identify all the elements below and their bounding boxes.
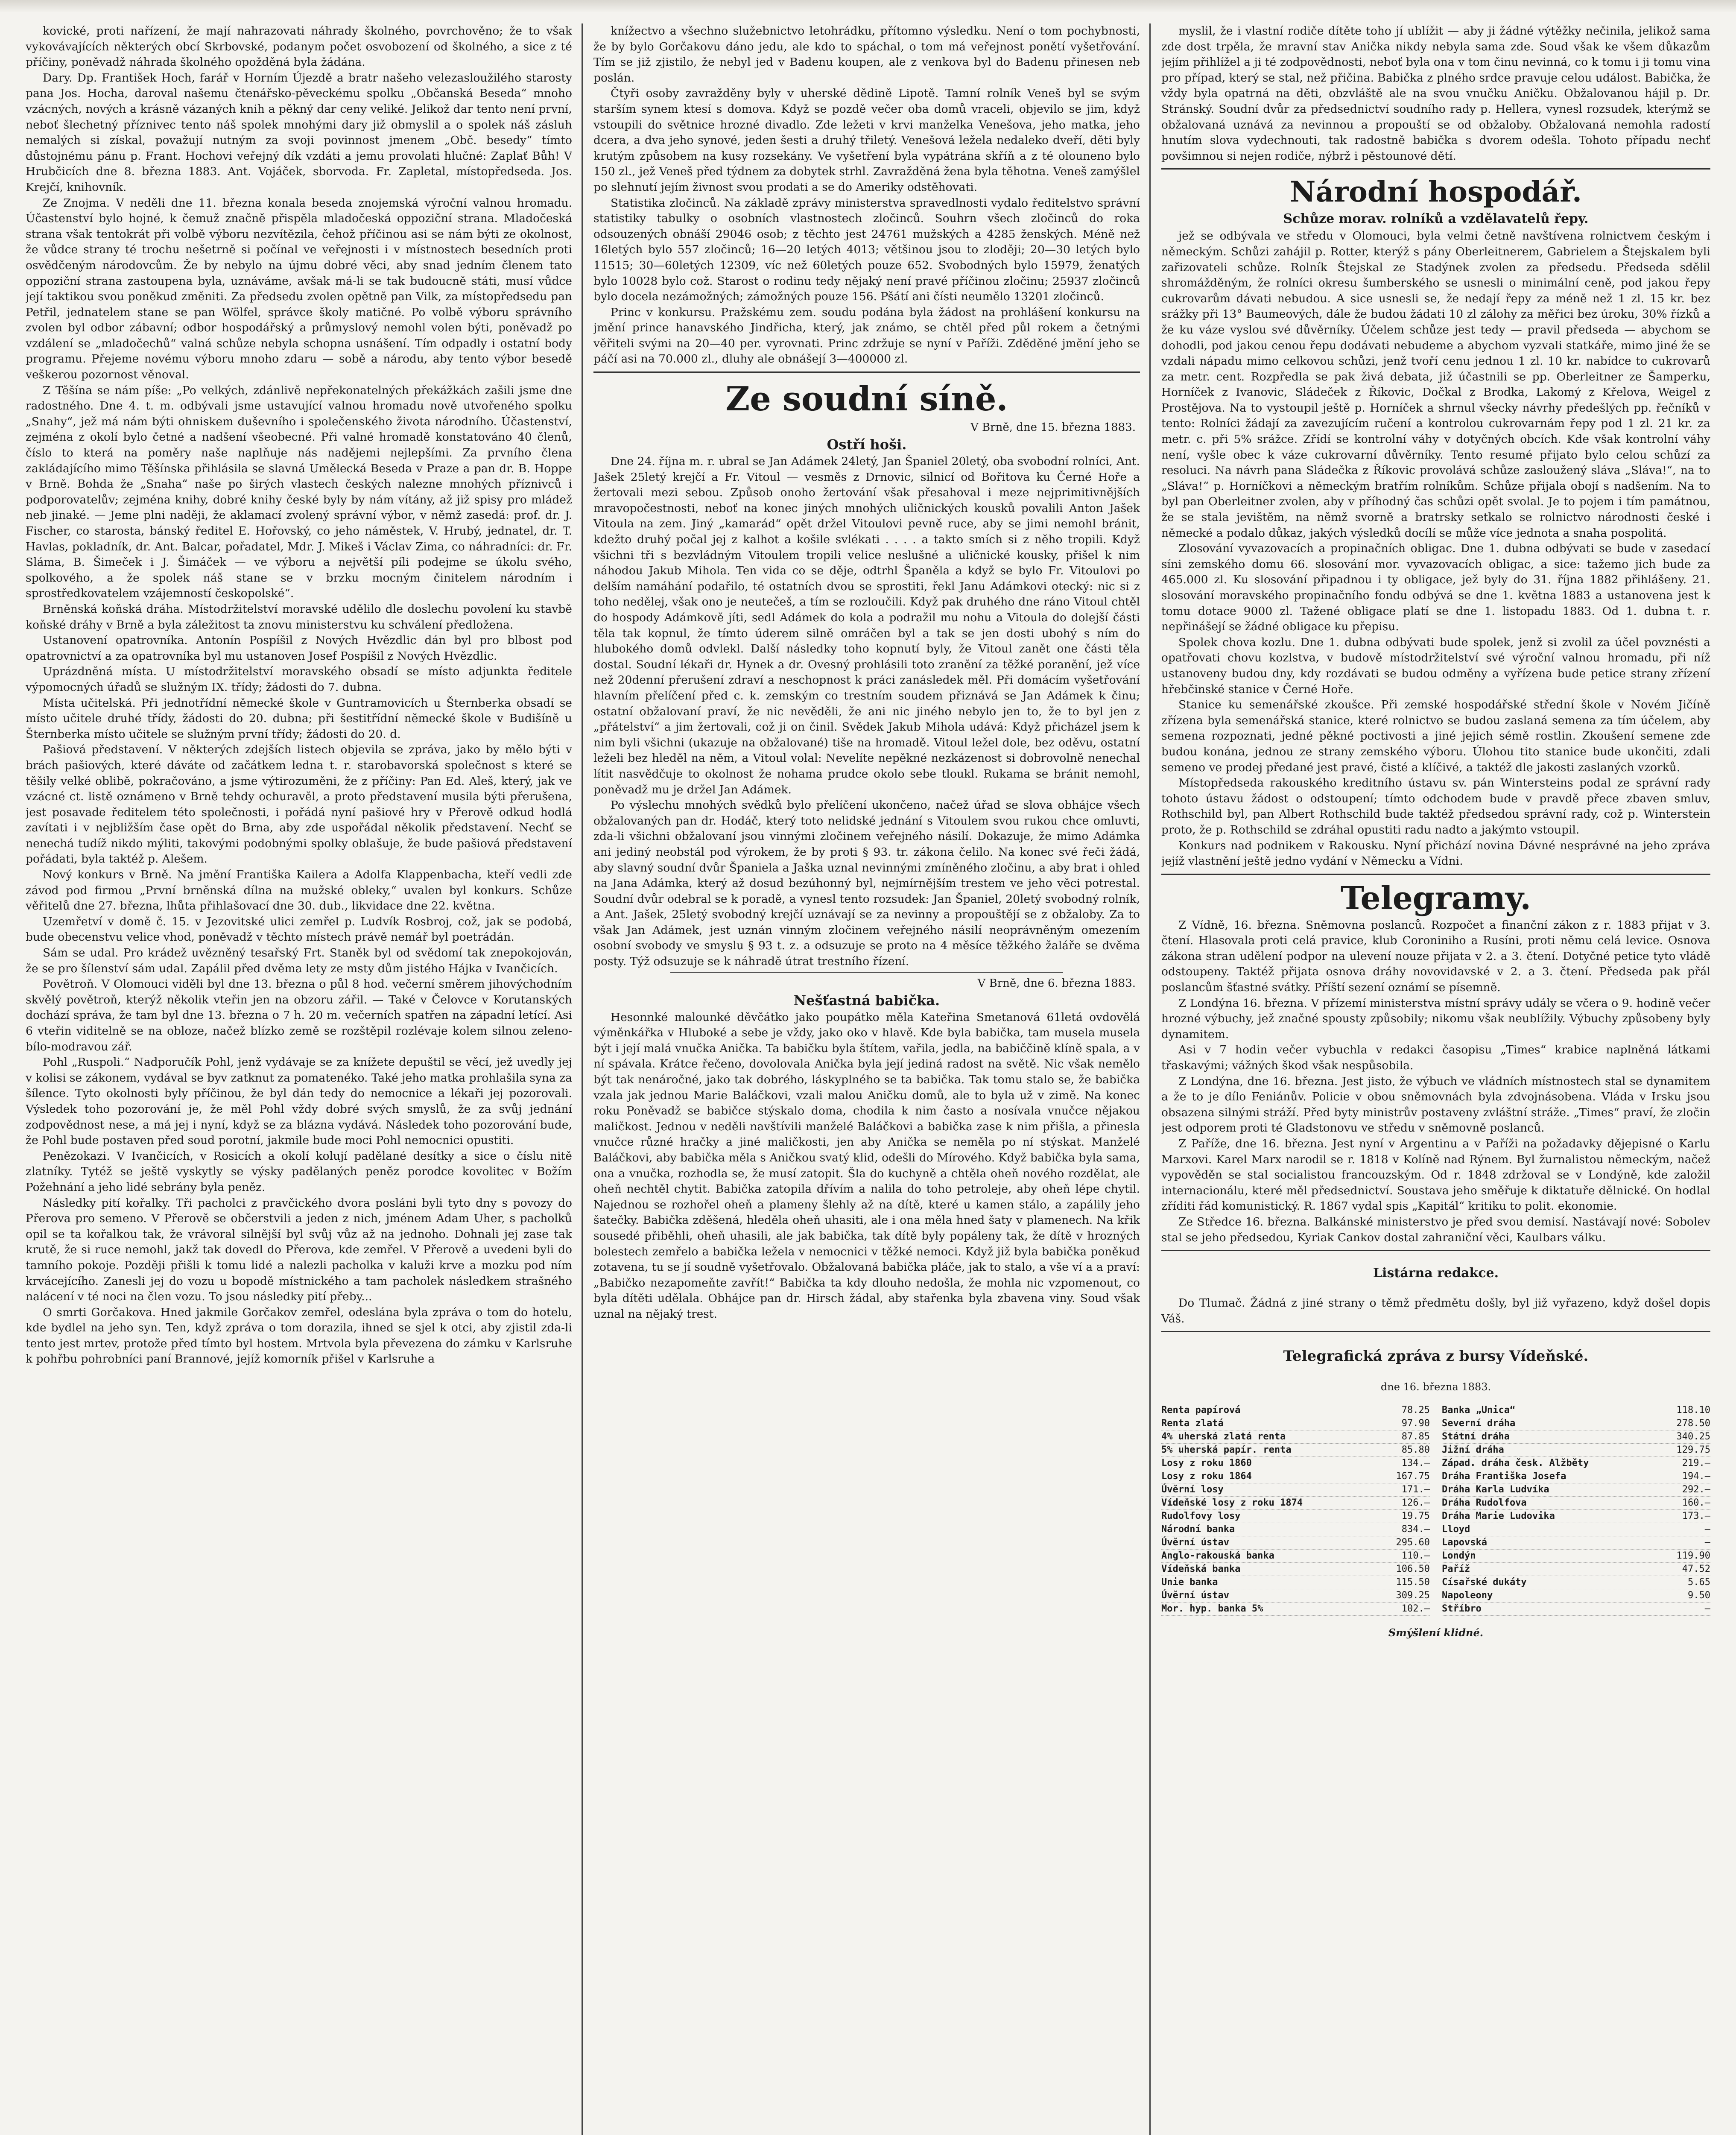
bourse-row — [1442, 1589, 1710, 1603]
bourse-label: Rudolfovy losy — [1161, 1511, 1241, 1522]
bourse-value: 47.52 — [1682, 1564, 1710, 1575]
bourse-row — [1442, 1523, 1710, 1536]
article-paragraph: Místa učitelská. Při jednotřídní německé škole v Guntramovicích u Šternberka obsadí se místo učitele druhé třídy, žádosti do 20. dubna; při šestitřídní německé škole v Budišíně u Šternberka místo učitele se služným první třídy; žádosti do 20. d. — [26, 696, 572, 741]
bourse-row — [1161, 1470, 1430, 1483]
bourse-value: — — [1704, 1603, 1710, 1614]
article-paragraph: kovické, proti nařízení, že mají nahrazovati náhrady školného, povrchověno; že to však vykovávajících některých obcí Skrbovské, podanym počet osvobození od školného, a sice z té příčiny, poněvadž náhrada školného opožděná byla žádána. — [26, 24, 572, 69]
article-paragraph: Dne 24. října m. r. ubral se Jan Adámek 24letý, Jan Španiel 20letý, oba svobodní rolníci, Ant. Jašek 25letý krejčí a Fr. Vitoul — vesměs z Drnovic, silnicí od Bořitova ku Černé Hoře a žertovali mezi sebou. Způsob onoho žertování však přesahoval i meze nejprimitivnějších mravopočestnosti, neboť na konec jiných mnohých uličnických kousků povalili Anton Jašek Vitoula na zem. Jiný „kamarád“ opět držel Vitoulovi pevně ruce, aby se jimi nemohl bránit, kdežto druhý počal jej z kalhot a košile svlékati . . . . a takto smích si z něho tropili. Když všichni tři s bezvládným Vitoulem tropili velice neslušné a uličnické kousky, přišel k nim náhodou Jakub Mihola. Ten vida co se děje, odtrhl Španěla a když se bylo Fr. Vitoulovi po delším namáhání podařilo, té ostatních dvou se sprostiti, řekl Janu Adámkovi otecký: nic si z toho nedělej, však ono je neutečeš, a tím se rozloučili. Když pak druhého dne ráno Vitoul chtěl do hospody Adámkově jíti, sedl Adámek do kola a podražil mu nohu a Vitoula do dolejší části těla tak kopnul, že tímto úderem silně omráčen byl a tak se jen dosti ubohý s ním do hlubokého domů odvlekl. Další následky toho kopnutí byly, že Vitoul zanět one části těla dostal. Soudní lékaři dr. Hynek a dr. Ovesný prohlásili toto zranění za těžké poranění, jež více než 20denní přerušení zdraví a neschopnost k práci zanásledek měl. Při domácím vyšetřování hlavním přelíčení před c. k. zemským co trestním soudem přiznává se Jan Adámek k činu; ostatní obžalovaní praví, že nic nevěděli, že ani nic jiného nebylo jen to, že to byl jen z „přátelství“ a jim žertovali, což ji on činil. Svědek Jakub Mihola udává: Když přicházel jsem k nim byli všichni (ukazuje na obžalované) tiše na hromadě. Vitoul ležel dole, bez oděvu, ostatní leželi bez hleděl na něm, a Vitoul volal: Nevelíte nepěkné nezkázenost si dobrovolně nenechal lítit nasvědčuje to okolnost že nohama prudce okolo sebe tloukl. Rukama se bránit nemohl, poněvadž mu je držel Jan Adámek. — [593, 455, 1140, 796]
bourse-row — [1442, 1603, 1710, 1616]
bourse-row — [1161, 1430, 1430, 1444]
bourse-table — [1161, 1404, 1710, 1616]
article-paragraph: O smrti Gorčakova. Hned jakmile Gorčakov zemřel, odeslána byla zpráva o tom do hotelu, kde bydlel na jeho syn. Ten, když zpráva o tom dorazila, ihned se sjel k otci, aby zjistil zda-li tento jest mrtev, protože před tímto byl hostem. Mrtvola byla převezena do zámku v Karlsruhe k pohřbu pohrobníci paní Brannové, jejíž komorník přišel v Karlsruhe a — [26, 1305, 572, 1366]
article-paragraph: Místopředseda rakouského kreditního ústavu sv. pán Wintersteins podal ze správní rady tohoto ústavu žádost o odstoupení; tímto odchodem bude v pravdě přece zbaven smluv, Rothschild byl, pan Albert Rothschild bude taktéž předsedou správní rady, což p. Winterstein proto, že p. Rothschild se zdráhal opustiti radu nadto a jakýmto vstoupil. — [1161, 776, 1710, 836]
bourse-value: 5.65 — [1688, 1577, 1710, 1588]
bourse-label: Renta zlatá — [1161, 1418, 1224, 1429]
bourse-row — [1442, 1404, 1710, 1417]
bourse-row — [1442, 1417, 1710, 1430]
editors-note-text: Do Tlumač. Žádná z jiné strany o těmž předmětu došly, byl již vyřazeno, když došel dopis Váš. — [1161, 1296, 1710, 1325]
economy-section-title: Národní hospodář. — [1289, 175, 1582, 209]
bourse-row — [1442, 1457, 1710, 1470]
bourse-row — [1161, 1457, 1430, 1470]
bourse-row — [1161, 1576, 1430, 1589]
bourse-value: 119.90 — [1676, 1550, 1710, 1562]
bourse-value: 295.60 — [1396, 1537, 1430, 1548]
bourse-value: 118.10 — [1676, 1405, 1710, 1416]
article-paragraph: Pohl „Ruspoli.“ Nadporučík Pohl, jenž vydávaje se za knížete depuštil se věcí, jež uvedly jej v kolisi se zákonem, vydával se byv zatknut za pomatenéko. Také jeho matka prohlašila syna za šílence. Tyto okolnosti byly příčinou, že byl dán tedy do nemocnice a lékaři jej pozorovali. Výsledek toho pozorování je, že měl Pohl vždy dobré svých smyslů, že za svůj jednání zodpovědnost nese, a má jej i nyní, když se za blázna vydává. Následek toho pozorování bude, že Pohl bude postaven před soud porotní, jakmile bude moci Pohl nemocnici opustiti. — [26, 1056, 572, 1147]
bourse-label: Národní banka — [1161, 1524, 1235, 1535]
section-divider — [1161, 1250, 1710, 1251]
bourse-value: 87.85 — [1401, 1431, 1430, 1442]
bourse-value: 340.25 — [1676, 1431, 1710, 1442]
article-paragraph: Spolek chova kozlu. Dne 1. dubna odbývati bude spolek, jenž si zvolil za účel povznésti a opatřovati chovu kozlstva, v budově místodržitelství své výroční valnou hromadu, při níž ustanoveny budou dny, kdy rozdávati se budou odměny a vyřízena bude petice strany zřízení hřebčinské stanice v Černé Hoře. — [1161, 635, 1710, 696]
column-middle — [593, 23, 1140, 2135]
article-paragraph: Pašiová představení. V některých zdejších listech objevila se zpráva, jako by mělo býti v brách pašiových, které dáváte od začátkem ledna t. r. starobavorská společnost s které se těšily velké oblibě, pokračováno, a jsme výtirozuměni, že z příčiny: Pan Ed. Aleš, který, jak ve vzácné ct. listě oznámeno v Brně tehdy ochuravěl, a proto představení musila býti přerušena, jest posavade ředitelem této společnosti, i pořádá nyní pašiové hry v Přerově odkud hodlá zavítati i v nejbližším čase opět do Brna, aby zde uspořádal několik představení. Nechť se nenechá tudíž nikdo mýliti, takovými podobnými spolky oblašuje, že bude pašiová představení pořádati, byla taktéž p. Alešem. — [26, 743, 572, 866]
bourse-row — [1161, 1510, 1430, 1523]
bourse-row — [1161, 1404, 1430, 1417]
bourse-row — [1161, 1417, 1430, 1430]
bourse-value: 160.— — [1682, 1497, 1710, 1509]
column-rule — [582, 23, 583, 2135]
telegram-paragraph: Z Vídně, 16. března. Sněmovna poslanců. Rozpočet a finanční zákon z r. 1883 přijat v 3. čtení. Hlasovala proti celá pravice, klub Coroniniho a Rusíni, proti němu celá levice. Osnova zákona stran udělení podpor na ulevení nouze přijata v 2. a 3. čtení. Dotyčné petice tyto vládě odstoupeny. Taktéž přijata osnova dráhy novovidavské v 2. a 3. čtení. Předseda pak přál poslancům šťastné svátky. Příští sezení oznámí se písemně. — [1161, 918, 1710, 994]
bourse-label: Banka „Unica“ — [1442, 1405, 1516, 1416]
bourse-label: Úvěrní ústav — [1161, 1537, 1229, 1548]
bourse-value: 78.25 — [1401, 1405, 1430, 1416]
bourse-value: 834.— — [1401, 1524, 1430, 1535]
bourse-label: Dráha Marie Ludovika — [1442, 1511, 1555, 1522]
bourse-title: Telegrafická zpráva z bursy Vídeňské. — [1283, 1348, 1589, 1365]
article-paragraph: Hesonnké malounké děvčátko jako poupátko měla Kateřina Smetanová 61letá ovdovělá výměnkářka v Hluboké a sebe je vždy, jako oko v hlavě. Kde byla babička, tam musela musela být i její malá vnučka Anička. Ta babičku byla štítem, vařila, jedla, na babiččině klíně spala, a v ní spávala. Krátce řečeno, dovolovala Anička byla její jediná radost na světě. Nic však nemělo být tak nenáročné, jako tak dobrého, láskyplného se ta babička. Tak tomu stalo se, že babička vzala jak jednou Marie Baláčkovi, vzali malou Aničku domů, ale to byla už v zimě. Na konec roku Poněvadž se babičce stýskalo doma, chodila k nim často a nosívala vnučce nějakou maličkost. Jednou v neděli navštívili manželé Baláčkovi a babička zase k nim přišla, a přinesla vnučce různé hračky a jiné maličkosti, jen aby Anička se neměla po ní stýskat. Manželé Baláčkovi, aby babička měla s Aničkou svatý klid, odešli do Mírového. Když babička byla sama, ona a vnučka, rozhodla se, že musí zatopit. Šla do kuchyně a chtěla oheň nového rozdělat, ale oheň nechtěl chytit. Babička zatopila dřívím a nalila do toho petroleje, aby oheň lépe chytil. Najednou se rozhořel oheň a plameny šlehly až na dítě, které u kamen stálo, a zapálily jeho šatečky. Babička zděšená, hleděla oheň uhasiti, ale i ona měla hned šaty v plamenech. Na křik sousedé přiběhli, oheň uhasili, ale jak babička, tak dítě byly popáleny tak, že dítě v hrozných bolestech zemřelo a babička ležela v nemocnici v těžké nemoci. Když již byla babička poněkud zotavena, tu se jí soudně vyšetřovalo. Obžalovaná babička pláče, jak to stalo, a vše ví a a praví: „Babičko nezapomeňte zavřít!“ Babička ta kdy dlouho nedošla, že mohla nic vzpomenout, co byla dítěti udělala. Obhájce pan dr. Hirsch žádal, aby stařenka byla zbavena viny. Soud však uznal na nějaký trest. — [593, 1010, 1140, 1321]
bourse-value: 115.50 — [1396, 1577, 1430, 1588]
article-paragraph: Ustanovení opatrovníka. Antonín Pospíšil z Nových Hvězdlic dán byl pro blbost pod opatrovnictví a za opatrovníka byl mu ustanoven Josef Pospíšil z Nových Hvězdlic. — [26, 634, 572, 663]
bourse-label: 4% uherská zlatá renta — [1161, 1431, 1286, 1442]
bourse-row — [1161, 1444, 1430, 1457]
article-paragraph: Následky pití kořalky. Tři pacholci z pravčického dvora posláni byli tyto dny s povozy do Přerova pro semeno. V Přerově se občerstvili a jeden z nich, jménem Adam Uher, s pacholků opil se ta kořalkou tak, že vrávoral silnější byl svůj vůz až na jednoho. Dohnali jej zase tak krutě, že si ruce nemohl, jakž tak dovedl do Přerova, kde zemřel. V Přerově a uvedeni byli do tamního pokoje. Později přišli k tomu lidé a nalezli pacholka v kaluži krve a mozku pod ním krvácejícího. Zanesli jej do vozu u bopodě místnického a tam pacholek následkem strašného nalácení v té noci na člen vozu. To jsou následky pití přeby... — [26, 1196, 572, 1304]
article-paragraph: Penězokazi. V Ivančicích, v Rosicích a okolí kolují padělané desítky a sice o číslu nitě zlatníky. Tytéž se ještě vyskytly se výsky padělaných peněz porodce kovolitec v Božím Požehnání a jeho lidé sebrány byla peněz. — [26, 1149, 572, 1194]
column-right — [1161, 23, 1710, 2135]
bourse-value: 134.— — [1401, 1458, 1430, 1469]
bourse-row — [1442, 1430, 1710, 1444]
bourse-row — [1442, 1563, 1710, 1576]
bourse-label: 5% uherská papír. renta — [1161, 1445, 1292, 1456]
article-paragraph: Princ v konkursu. Pražskému zem. soudu podána byla žádost na prohlášení konkursu na jmění prince hanavského Jindřicha, který, jak známo, se chtěl před půl rokem a četnými věřiteli svými na 20—40 per. vyrovnati. Princ zdržuje se nyní v Paříži. Zděděné jmění jeho se páčí asi na 70.000 zl., dluhy ale obnášejí 3—400000 zl. — [593, 305, 1140, 366]
telegram-paragraph: Asi v 7 hodin večer vybuchla v redakci časopisu „Times“ krabice naplněná látkami třaskavými; vážných škod však nespůsobila. — [1161, 1043, 1710, 1073]
telegram-paragraph: Z Londýna, dne 16. března. Jest jisto, že výbuch ve vládních místnostech stal se dynamitem a že to je dílo Feniánův. Policie v obou sněmovnách byla zdvojnásobena. Vláda v Irsku jsou obsazena silnými stráží. Před byty ministrův postaveny zvláštní stráže. „Times“ praví, že zločin jest odporem proti té Gladstonovu ve středu v sněmovně poslanců. — [1161, 1074, 1710, 1135]
bourse-column-right — [1442, 1404, 1710, 1616]
section-divider — [1161, 1331, 1710, 1332]
bourse-value: 309.25 — [1396, 1590, 1430, 1601]
article-paragraph: Stanice ku semenářské zkoušce. Při zemské hospodářské střední škole v Novém Jičíně zřízena byla semenářská stanice, které rolnictvo se budou zaslaná semena za tím účelem, aby semena rozpoznati, jedné pěkné poctivosti a jiné jejich sémě rostlin. Zkoušení semene zde budou konána, jednou ze strany zemského výboru. Úlohou tito stanice bude ukončiti, zdali semeno ve prodej předané jest pravé, čisté a klíčivé, a taktéž dle jakosti zaslaných vzorků. — [1161, 698, 1710, 774]
article-paragraph: Statistika zločinců. Na základě zprávy ministerstva spravedlnosti vydalo ředitelstvo správní statistiky tabulky o osobních vlastnostech zločinců. Souhrn všech zločinců do roka odsouzených obnáší 29046 osob; z těchto jest 24761 mužských a 4285 ženských. Méně než 16letých bylo 557 zločinců; 16—20 letých 4013; většinou jsou to zloději; 20—30 letých bylo 11515; 30—60letých 12309, víc než 60letých pouze 652. Svobodných bylo 15979, ženatých bylo 10028 bylo což. Starost o rodinu tedy nějaký není pravé příčinou zločinu; 25937 zločinců bylo docela nezámožných; zámožných pouze 156. Pšátí ani čísti neumělo 13201 zločinců. — [593, 196, 1140, 304]
bourse-label: Unie banka — [1161, 1577, 1218, 1588]
bourse-row — [1161, 1603, 1430, 1616]
bourse-row — [1442, 1483, 1710, 1497]
bourse-row — [1442, 1550, 1710, 1563]
article-paragraph: Povětroň. V Olomouci viděli byl dne 13. března o půl 8 hod. večerní směrem jihovýchodním skvělý povětroň, kterýž několik vteřin jen na obzoru zářil. — Také v Čelovce v Korutanských dochází správa, že tam byl dne 13. března o 7 h. 20 m. večerních spatřen na západní letící. Asi 6 vteřin viditelně se na obloze, načež blízko země se rozštěpil rozlévaje kolem silnou zeleno-bílo-modravou zář. — [26, 977, 572, 1053]
bourse-row — [1161, 1523, 1430, 1536]
bourse-label: Vídeňská banka — [1161, 1564, 1241, 1575]
newspaper-page — [26, 23, 1710, 2135]
article-paragraph: Konkurs nad podnikem v Rakousku. Nyní přichází novina Dávné nesprávné na jeho zpráva jejíž vlastnění ještě jedno vydání v Německu a Vídni. — [1161, 839, 1710, 868]
bourse-row — [1442, 1510, 1710, 1523]
bourse-value: — — [1704, 1524, 1710, 1535]
bourse-value: 219.— — [1682, 1458, 1710, 1469]
article-paragraph: Z Těšína se nám píše: „Po velkých, zdánlivě nepřekonatelných překážkách zašili jsme dne radostného. Dne 4. t. m. odbývali jsme ustavující valnou hromadu nově utvořeného spolku „Snahy“, jež má nám býti ohniskem duševního i společenského života národního. Účastenství, zejména z okolí bylo četné a nadšení všeobecné. Při valné hromadě konstatováno 40 členů, číslo to která na poměry naše naplňuje nás nadějemi nejlepšími. Za prvního člena zakládajícího mimo Těšínska přihlásila se slavná Umělecká Beseda v Praze a pan dr. B. Hoppe v Brně. Bohda že „Snaha“ naše po širých vlastech českých nalezne mnohých příznivců i podporovatelův; zejména knihy, dobré knihy české byly by nám vítány, až již spisy pro mládež neb jinaké. — Jeme plni naději, že aklamací zvolený správní výbor, v němž zasedá: prof. dr. J. Fischer, co starosta, bánský ředitel E. Hořovský, co jeho náměstek, V. Hrubý, jednatel, dr. T. Havlas, pokladník, dr. Ant. Balcar, pořadatel, Mdr. J. Mikeš i Václav Zima, co náhradníci: dr. Fr. Sláma, B. Šimeček i J. Šimáček — ve výboru a největší píli podejme se úkolu svého, spolkového, a že spolek náš stane se v brzku mocným činitelem národním i sprostředkovatelem vzájemností českopolské“. — [26, 383, 572, 600]
economy-subtitle: Schůze morav. rolníků a vzdělavatelů řepy. — [1283, 211, 1589, 227]
bourse-row — [1161, 1550, 1430, 1563]
article-paragraph: Zlosování vyvazovacích a propinačních obligac. Dne 1. dubna odbývati se bude v zasedací síni zemského domu 66. slosování mor. vyvazovacích obligac, a sice: tažemo jich bude za 465.000 zl. Ku slosování připadnou i ty obligace, jež byly do 31. října 1882 přihlášeny. 21. slosování moravského propinačního fondu odbývá se dne 1. května 1883 a ustanovena jest k tomu dotace 9000 zl. Tažené obligace platí se dne 1. listopadu 1883. Od 1. dubna t. r. nepřinášejí se žádné obligace ku přepisu. — [1161, 542, 1710, 634]
article-paragraph: Sám se udal. Pro krádež uvězněný tesařský Frt. Staněk byl od svědomí tak znepokojován, že se pro šílenství sám udal. Zapálil před dvěma lety ze msty dům jistého Hájka v Ivančicích. — [26, 946, 572, 975]
bourse-value: 194.— — [1682, 1471, 1710, 1482]
bourse-label: Stříbro — [1442, 1603, 1482, 1614]
section-divider — [1161, 874, 1710, 875]
bourse-value: 167.75 — [1396, 1471, 1430, 1482]
bourse-value: 9.50 — [1688, 1590, 1710, 1601]
bourse-label: Vídeňské losy z roku 1874 — [1161, 1497, 1303, 1509]
bourse-label: Úvěrní losy — [1161, 1484, 1224, 1495]
bourse-row — [1442, 1576, 1710, 1589]
bourse-row — [1442, 1470, 1710, 1483]
article-paragraph: Uprázdněná místa. U místodržitelství moravského obsadí se místo adjunkta ředitele výpomocných úřadů se služným IX. třídy; žádosti do 7. dubna. — [26, 665, 572, 694]
bourse-row — [1161, 1497, 1430, 1510]
bourse-value: 171.— — [1401, 1484, 1430, 1495]
article-paragraph: jež se odbývala ve středu v Olomouci, byla velmi četně navštívena rolnictvem českým i německým. Schůzi zahájil p. Rotter, kterýž s pány Oberleitnerem, Gabrielem a Štejskalem byli zařizovateli schůze. Rolník Štejskal ze Stadýnek zvolen za předsedu. Předseda sdělil shromážděným, že rolníci okresu šumberského se usnesli o minimální ceně, pod jakou řepy cukrovarům dávati nebudou. A sice usnesli se, že nedají řepy za méně než 1 zl. 15 kr. bez srážky při 13° Baumeových, dále že budou žádati 10 zl zálohy za měřici bez úroku, 30% řízků a že ku váze vyslou své důvěrníky. Účelem schůze jest tedy — pravil předseda — abychom se dohodli, pod jakou cenou řepu dodávati nebudeme a abychom vyzvali statkáře, mimo jiné že se vzdali nápadu mimo celkovou schůzi, jenž tvoří cenu jednou 1 zl. 10 kr. nabídce to cukrovarů za metr. cent. Rozpředla se pak živá debata, již účastnili se pp. Oberleitner ze Šamperku, Horníček z Ivanovic, Sládeček z Říkovic, Dočkal z Brodka, Lakomý z Křelova, Weigel z Prostějova. Na to vystoupil ještě p. Horníček a shrnul všecky návrhy předešlých pp. řečníků v tento: Rolníci žádají za zavezujícím ručení a kontrolou cukrovarnám řepy pod 1 zl. 21 kr. za metr. c. při 5% srážce. Zřídí se kontrolní váhy v dotyčných obcích. Kde však kontrolní váhy není, vyšle obec k váze cukrovarní důvěrníky. Tento resumé přijato bylo celou schůzí za resoluci. Na návrh pana Sládečka z Říkovic provolává schůze zasloužený sláva „Sláva!“, na to „Sláva!“ p. Horníčkovi a německým bratřím rolníkům. Schůze přijala obojí s nadšením. Na to byl pan Oberleitner zvolen, aby v příhodný čas schůzi opět svolal. Je to pojem i tím památnou, že se stala jevištěm, na němž svorně a bratrsky setkalo se rolnictvo národnosti české i německé a podalo důkaz, jakých výsledků docílí se může více jednota a snaha pospolitá. — [1161, 229, 1710, 540]
article-paragraph: Čtyři osoby zavražděny byly v uherské dědině Lipotě. Tamní rolník Veneš byl se svým starším synem ktesí s domova. Když se pozdě večer oba domů vraceli, objevilo se jim, když vstoupili do světnice hrozné divadlo. Zde ležeti v krvi manželka Venešova, jeho matka, jeho dcera, a dva jeho synové, jeden šesti a druhý třiletý. Venešová ležela nedaleko dveří, děti byly krutým způsobem na kusy rozsekány. Ve vyšetření byla vypátrána skříň a z té olouneno bylo 150 zl., jež Veneš před týdnem za dobytek strhl. Zavražděná žena byla těhotna. Veneš zamýšlel po slehnutí jejím živnost svou prodati a se do Ameriky odstěhovati. — [593, 87, 1140, 194]
bourse-value: 19.75 — [1401, 1511, 1430, 1522]
article-paragraph: Brněnská koňská dráha. Místodržitelství moravské udělilo dle doslechu povolení ku stavbě koňské dráhy v Brně a byla záležitost ta znovu ministerstvu ku schválení předložena. — [26, 602, 572, 632]
court-section-title: Ze soudní síně. — [725, 380, 1008, 419]
bourse-label: Státní dráha — [1442, 1431, 1510, 1442]
section-divider — [1161, 168, 1710, 170]
telegram-paragraph: Z Paříže, dne 16. března. Jest nyní v Argentinu a v Paříži na požadavky dějepisné o Karlu Marxovi. Karel Marx narodil se r. 1818 v Kolíně nad Rýnem. Byl žurnalistou německým, načež vypověděn se stal socialistou francouzským. Od r. 1848 zdržoval se v Londýně, kde založil internacionálu, které měl předsednictví. Soustava jeho směřuje k diktatuře dělnické. On hodlal zříditi řád komunistický. R. 1867 vydal spis „Kapitál“ kritiku to polit. ekonomie. — [1161, 1137, 1710, 1213]
bourse-label: Anglo-rakouská banka — [1161, 1550, 1274, 1562]
bourse-label: Losy z roku 1860 — [1161, 1458, 1252, 1469]
bourse-label: Jižní dráha — [1442, 1445, 1504, 1456]
article-paragraph: knížectvo a všechno služebnictvo letohrádku, přítomno výsledku. Není o tom pochybnosti, že by bylo Gorčakovu dáno jedu, ale kdo to spáchal, o tom má veřejnost ponětí vyšetřování. Tím se již zjistilo, že nebyl jed v Badenu koupen, ale z venkova byl do Badenu přinesen neb poslán. — [593, 24, 1140, 85]
bourse-value: 278.50 — [1676, 1418, 1710, 1429]
editors-note-title: Listárna redakce. — [1373, 1266, 1499, 1281]
bourse-value: 106.50 — [1396, 1564, 1430, 1575]
bourse-value: 110.— — [1401, 1550, 1430, 1562]
bourse-row — [1161, 1536, 1430, 1550]
bourse-row — [1442, 1444, 1710, 1457]
article-paragraph: myslil, že i vlastní rodiče dítěte toho jí ublížit — aby ji žádné výtěžky nečinila, jelikož sama zde dost trpěla, že mravní stav Anička nikdy nebyla sama zde. Soud však ke všem důkazům jejím přihlížel a ji té zodpovědnosti, neboť byla ona v tom činu nevinná, co k tomu i ji tomu vina pro případ, který se stal, než přičina. Babička z plného srdce pravuje celou událost. Babička, že vždy byla opatrná na děti, obzvláště ale na svou vnučku Aničku. Obžalovanou hájil p. Dr. Stránský. Soudní dvůr za předsednictví soudního rady p. Hellera, vynesl rozsudek, kterýmž se obžalovaná uznává za nevinnou a propouští se od obžaloby. Obžalovaná nemohla radostí hnutím slova vydechnouti, tak radostně babička s dvorem odešla. Tohoto případu nechť povšimnou si nejen rodiče, nýbrž i pěstounové dětí. — [1161, 24, 1710, 163]
article-paragraph: Po výslechu mnohých svědků bylo přelíčení ukončeno, načež úřad se slova obhájce všech obžalovaných pan dr. Hodáč, který toto nelidské jednání s Vitoulem svou rukou chce omluvti, zda-li všichni obžalovaní jsou vinnými zločinem veřejného násilí. Dokazuje, že mimo Adámka ani jediný neobstál pod výrokem, že by proti § 93. tr. zákona čelilo. Na konec své řeči žádá, aby slavný soudní dvůr Španiela a Jaška uznal nevinnými zmíněného zločinu, a aby brat i ohled na Jana Adámka, který až dosud bezúhonný byl, nejmírnějším trestem ve jeho věci potrestal. Soudní dvůr odebral se k poradě, a vynesl tento rozsudek: Jan Španiel, 20letý svobodný rolník, a Ant. Jašek, 25letý svobodný krejčí uznávají se za nevinny a propouštějí se z obžaloby. Za to však Jan Adámek, jest uznán vinným zločinem veřejného násilí neoprávněným omezením osobní svobody ve smyslu § 93 t. z. a odsuzuje se proto na 4 měsíce těžkého žaláře se dvěma posty. Týž odsuzuje se k náhradě útrat trestního řízení. — [593, 798, 1140, 968]
grandma-dateline: V Brně, dne 6. března 1883. — [977, 977, 1136, 990]
bourse-row — [1161, 1563, 1430, 1576]
bourse-label: Úvěrní ústav — [1161, 1590, 1229, 1601]
bourse-label: Napoleony — [1442, 1590, 1493, 1601]
bourse-value: 102.— — [1401, 1603, 1430, 1614]
bourse-label: Dráha Karla Ludvíka — [1442, 1484, 1549, 1495]
article-paragraph: Uzemřetví v domě č. 15. v Jezovitské ulici zemřel p. Ludvík Rosbroj, což, jak se podobá, bude obecenstvu velice vhod, poněvadž v těchto místech právě nemář byl poetrádán. — [26, 915, 572, 944]
bourse-value: 173.— — [1682, 1511, 1710, 1522]
bourse-row — [1161, 1483, 1430, 1497]
bourse-label: Císařské dukáty — [1442, 1577, 1527, 1588]
court-dateline: V Brně, dne 15. března 1883. — [970, 421, 1136, 434]
bourse-value: 129.75 — [1676, 1445, 1710, 1456]
article-paragraph: Dary. Dp. František Hoch, farář v Horním Újezdě a bratr našeho velezasloužilého starosty pana Jos. Hocha, daroval našemu čtenářsko-pěveckému spolku „Občanská Beseda“ mnoho vzácných, nových a krásně vázaných knih a pěkný dar ceny veliké. Jelikož dar tento není první, neboť šlechetný příznivec tento náš spolek mnohými dary již obmyslil a o spolek náš zásluh nemalých si získal, považují nutným za svoji povinnost jmenem „Obč. besedy“ tímto důstojnému pánu p. Frant. Hochovi veřejný dík vzdáti a jemu provolati hlučné: Zaplať Bůh! V Hrubčicích dne 8. března 1883. Ant. Vojáček, sborvoda. Fr. Zapletal, místopředseda. Jos. Krejčí, knihovník. — [26, 71, 572, 194]
bourse-value: 85.80 — [1401, 1445, 1430, 1456]
article-paragraph: Ze Znojma. V neděli dne 11. března konala beseda znojemská výroční valnou hromadu. Účastenství bylo hojné, k čemuž značně přispěla mladočeská oppoziční strana. Mladočeská strana však tentokrát při volbě výboru nezvítězila, čehož příčinou asi se nám býti ze okolnost, že vůdce strany té trochu nešetrně si počínal ve veřejnosti i v místnostech besedních proti osvědčeným národovcům. Že by nebylo na újmu dobré věci, aby snad jedním členem tato oppoziční strana zastoupena byla, uznáváme, avšak má-li se tak budoucně státi, musí vůdce její taktikou svou poněkud změniti. Za předsedu zvolen opětně pan Vilk, za místopředsedu pan Petřil, jednatelem stane se pan Wölfel, správce školy matičné. Po volbě výboru správního zvolen byl odbor zábavní; odbor hospodářský a průmyslový nemohl volen býti, poněvadž po vzdálení se „mladočechů“ valná schůze nebyla schopna usnášení. Tím odpadly i ostatní body programu. Přejeme novému výboru mnoho zdaru — sobě a národu, aby tento výbor besedě veškerou pozornost věnoval. — [26, 196, 572, 382]
short-divider — [670, 972, 1063, 973]
bourse-label: Paříž — [1442, 1564, 1470, 1575]
bourse-date: dne 16. března 1883. — [1380, 1381, 1491, 1393]
column-rule — [1149, 23, 1151, 2135]
bourse-label: Lapovská — [1442, 1537, 1487, 1548]
article-paragraph: Nový konkurs v Brně. Na jmění Františka Kailera a Adolfa Klappenbacha, kteří vedli zde závod pod firmou „První brněnská dílna na mužské obleky,“ uvalen byl konkurs. Schůze věřitelů dne 27. března, lhůta přihlašovací dne 30. dub., likvidace dne 22. května. — [26, 868, 572, 913]
column-left — [26, 23, 572, 2135]
scan-edge — [0, 0, 1736, 13]
bourse-value: 97.90 — [1401, 1418, 1430, 1429]
bourse-label: Lloyd — [1442, 1524, 1470, 1535]
bourse-label: Dráha Františka Josefa — [1442, 1471, 1566, 1482]
bourse-column-left — [1161, 1404, 1430, 1616]
bourse-label: Severní dráha — [1442, 1418, 1516, 1429]
telegram-paragraph: Z Londýna 16. března. V přízemí ministerstva místní správy udály se včera o 9. hodině večer hrozné výbuchy, jež značné spousty způsobily; nikomu však neublížily. Výbuchy způsobeny byly dynamitem. — [1161, 996, 1710, 1041]
bourse-footer: Smýšlení klidné. — [1388, 1626, 1484, 1639]
bourse-label: Renta papírová — [1161, 1405, 1241, 1416]
court-subtitle: Ostří hoši. — [827, 436, 907, 453]
bourse-label: Mor. hyp. banka 5% — [1161, 1603, 1263, 1614]
section-divider — [593, 371, 1140, 373]
bourse-row — [1442, 1536, 1710, 1550]
bourse-row — [1161, 1589, 1430, 1603]
bourse-row — [1442, 1497, 1710, 1510]
grandma-title: Nešťastná babička. — [793, 992, 940, 1009]
bourse-value: 292.— — [1682, 1484, 1710, 1495]
telegram-paragraph: Ze Středce 16. března. Balkánské ministerstvo je před svou demisí. Nastávají nové: Sobolev stal se jeho předsedou, Kyriak Cankov dostal zahraniční věci, Kaulbars válku. — [1161, 1215, 1710, 1244]
bourse-label: Západ. dráha česk. Alžběty — [1442, 1458, 1589, 1469]
bourse-label: Losy z roku 1864 — [1161, 1471, 1252, 1482]
bourse-value: — — [1704, 1537, 1710, 1548]
bourse-label: Dráha Rudolfova — [1442, 1497, 1527, 1509]
bourse-label: Londýn — [1442, 1550, 1476, 1562]
telegrams-section-title: Telegramy. — [1340, 880, 1531, 917]
bourse-value: 126.— — [1401, 1497, 1430, 1509]
